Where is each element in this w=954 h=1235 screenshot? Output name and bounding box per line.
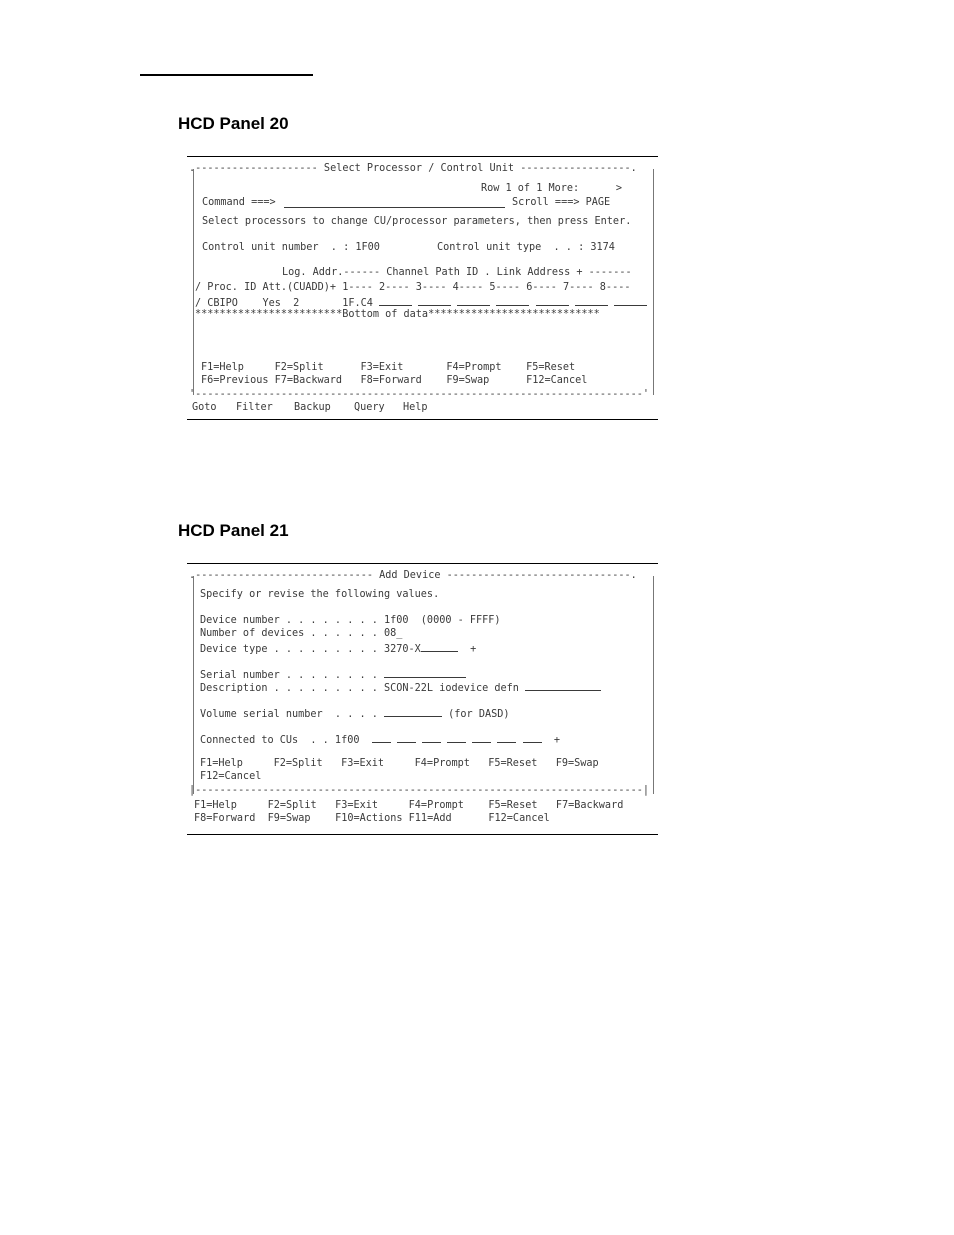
panel21-left-border [193, 576, 194, 794]
link-field-8[interactable] [614, 295, 647, 306]
panel20-right-border [653, 169, 654, 395]
command-label: Command ===> [202, 197, 276, 208]
column-header-2: / Proc. ID Att.(CUADD)+ 1---- 2---- 3---- 4---- 5---- 6---- 7---- 8---- [195, 282, 631, 293]
panel21-outer-fkeys-1[interactable]: F1=Help F2=Split F3=Exit F4=Prompt F5=Reset F7=Backward [194, 800, 624, 811]
panel21-inner-fkeys-2[interactable]: F12=Cancel [200, 771, 262, 782]
panel20-left-border [193, 169, 194, 395]
panel21-outer-fkeys-2[interactable]: F8=Forward F9=Swap F10=Actions F11=Add F12=Cancel [194, 813, 550, 824]
panel20-screen [187, 156, 658, 420]
panel21-heading: HCD Panel 21 [178, 521, 289, 540]
device-number-field[interactable]: Device number . . . . . . . . 1f00 (0000 - FFFF) [200, 615, 501, 626]
panel20-instruction: Select processors to change CU/processor parameters, then press Enter. [202, 216, 632, 227]
device-type-field[interactable]: Device type . . . . . . . . . 3270-X + [200, 641, 476, 656]
panel21-separator: |-------------------------------------------------------------------------| [189, 785, 650, 796]
top-rule [140, 74, 313, 76]
panel21-inner-fkeys-1[interactable]: F1=Help F2=Split F3=Exit F4=Prompt F5=Reset F9=Swap [200, 758, 599, 769]
panel20-heading: HCD Panel 20 [178, 114, 289, 133]
menu-query[interactable]: Query [354, 402, 385, 413]
column-header-1: Log. Addr.------ Channel Path ID . Link Address + ------- [282, 267, 632, 278]
link-field-7[interactable] [575, 295, 608, 306]
panel21-screen [187, 563, 658, 835]
panel21-instruction: Specify or revise the following values. [200, 589, 440, 600]
connected-cus-field[interactable]: Connected to CUs . . 1f00 + [200, 732, 560, 747]
cu-number: Control unit number . : 1F00 [202, 242, 380, 253]
panel20-title: .-------------------- Select Processor / Control Unit ------------------. [189, 163, 637, 174]
description-field[interactable]: Description . . . . . . . . . SCON-22L iodevice defn [200, 680, 601, 695]
command-input[interactable] [284, 197, 505, 212]
link-field-3[interactable] [418, 295, 451, 306]
panel20-fkeys-2[interactable]: F6=Previous F7=Backward F8=Forward F9=Swap F12=Cancel [201, 375, 588, 386]
link-field-4[interactable] [457, 295, 490, 306]
menu-help[interactable]: Help [403, 402, 428, 413]
serial-number-field[interactable]: Serial number . . . . . . . . [200, 667, 466, 682]
bottom-of-data: ************************Bottom of data**************************** [195, 309, 600, 320]
menu-goto[interactable]: Goto [192, 402, 217, 413]
panel20-fkeys-1[interactable]: F1=Help F2=Split F3=Exit F4=Prompt F5=Reset [201, 362, 576, 373]
scroll-field[interactable]: Scroll ===> PAGE [512, 197, 611, 208]
panel21-title: .----------------------------- Add Device ------------------------------. [189, 570, 637, 581]
panel20-separator: '-------------------------------------------------------------------------' [189, 389, 650, 400]
link-field-6[interactable] [536, 295, 569, 306]
table-row[interactable] [195, 295, 647, 310]
panel20-row-info: Row 1 of 1 More: > [481, 183, 623, 194]
link-field-2[interactable] [379, 295, 412, 306]
volume-serial-field[interactable]: Volume serial number . . . . (for DASD) [200, 706, 510, 721]
link-field-5[interactable] [496, 295, 529, 306]
panel21-right-border [653, 576, 654, 794]
cu-type: Control unit type . . : 3174 [437, 242, 615, 253]
menu-filter[interactable]: Filter [236, 402, 273, 413]
number-of-devices-field[interactable]: Number of devices . . . . . . 08_ [200, 628, 403, 639]
menu-backup[interactable]: Backup [294, 402, 331, 413]
row-prefix: / CBIPO Yes 2 1F.C4 [195, 298, 373, 309]
